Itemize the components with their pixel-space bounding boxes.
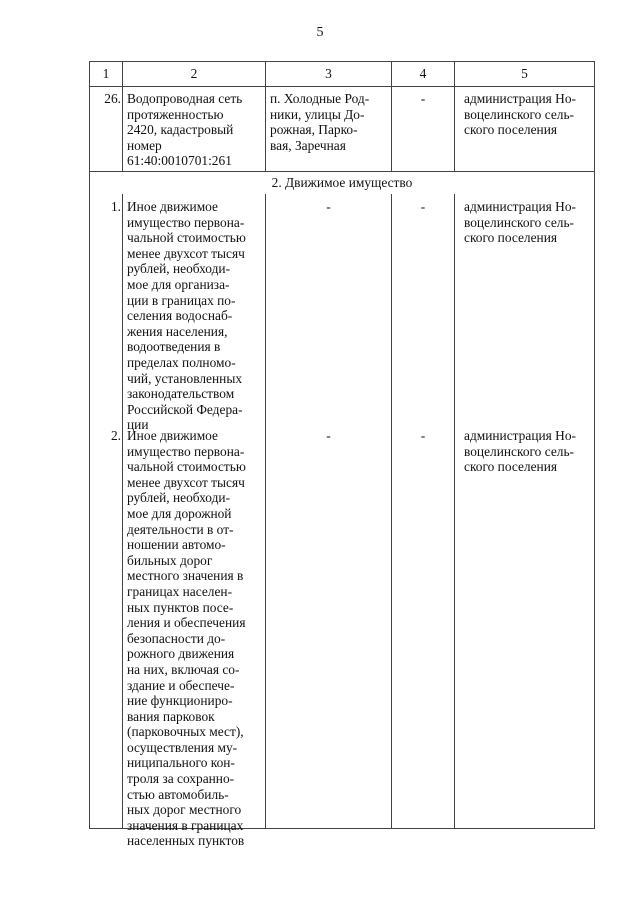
column-divider [122, 194, 123, 829]
property-address: п. Холодные Род- ники, улицы До- рожная, Парко- вая, Заречная [270, 91, 370, 153]
table-border-top [89, 61, 595, 62]
row-separator [89, 171, 595, 172]
column-divider [265, 194, 266, 829]
row-number: 1. [110, 199, 121, 214]
header-separator [89, 86, 595, 87]
column-4-value: - [420, 91, 426, 106]
column-divider [391, 194, 392, 829]
property-address: - [326, 199, 331, 214]
header-cell: 2 [190, 66, 198, 81]
section-title: 2. Движимое имущество [271, 175, 413, 190]
row-number: 26. [104, 91, 121, 106]
page-number: 5 [316, 25, 324, 40]
column-4-value: - [420, 199, 426, 214]
header-cell: 1 [102, 66, 110, 81]
property-name: Иное движимое имущество первона- чальной стоимостью менее двухсот тысяч рублей, необходи- мое для организа- ции в границах по- селения водоснаб- жения населения, водоотведения в пределах полномо- чий, установленных законодательством Российской Федера- ции [127, 199, 246, 433]
rights-holder: администрация Но- воцелинского сель- ского поселения [464, 428, 576, 475]
property-name: Водопроводная сеть протяженностью 2420, кадастровый номер 61:40:0010701:261 [127, 91, 243, 169]
column-4-value: - [420, 428, 426, 443]
row-number: 2. [110, 428, 121, 443]
rights-holder: администрация Но- воцелинского сель- ского поселения [464, 91, 576, 138]
rights-holder: администрация Но- воцелинского сель- ского поселения [464, 199, 576, 246]
header-cell: 3 [325, 66, 332, 81]
header-cell: 4 [419, 66, 427, 81]
column-divider [454, 194, 455, 829]
header-cell: 5 [521, 66, 528, 81]
property-address: - [326, 428, 331, 443]
property-name: Иное движимое имущество первона- чальной стоимостью менее двухсот тысяч рублей, необходи- мое для дорожной деятельности в от- ношении автомо- бильных дорог местного значения в границах населен- ных пунктов посе- ления и обеспечения безопасности до- рожного движения на них, включая со- здание и обеспече- ние функциониро- вания парковок (парковочных мест), осуществления му- ниципального кон- троля за сохранно- стью автомобиль- ных дорог местного значения в границах населенных пунктов [127, 428, 246, 849]
property-table [89, 61, 595, 849]
